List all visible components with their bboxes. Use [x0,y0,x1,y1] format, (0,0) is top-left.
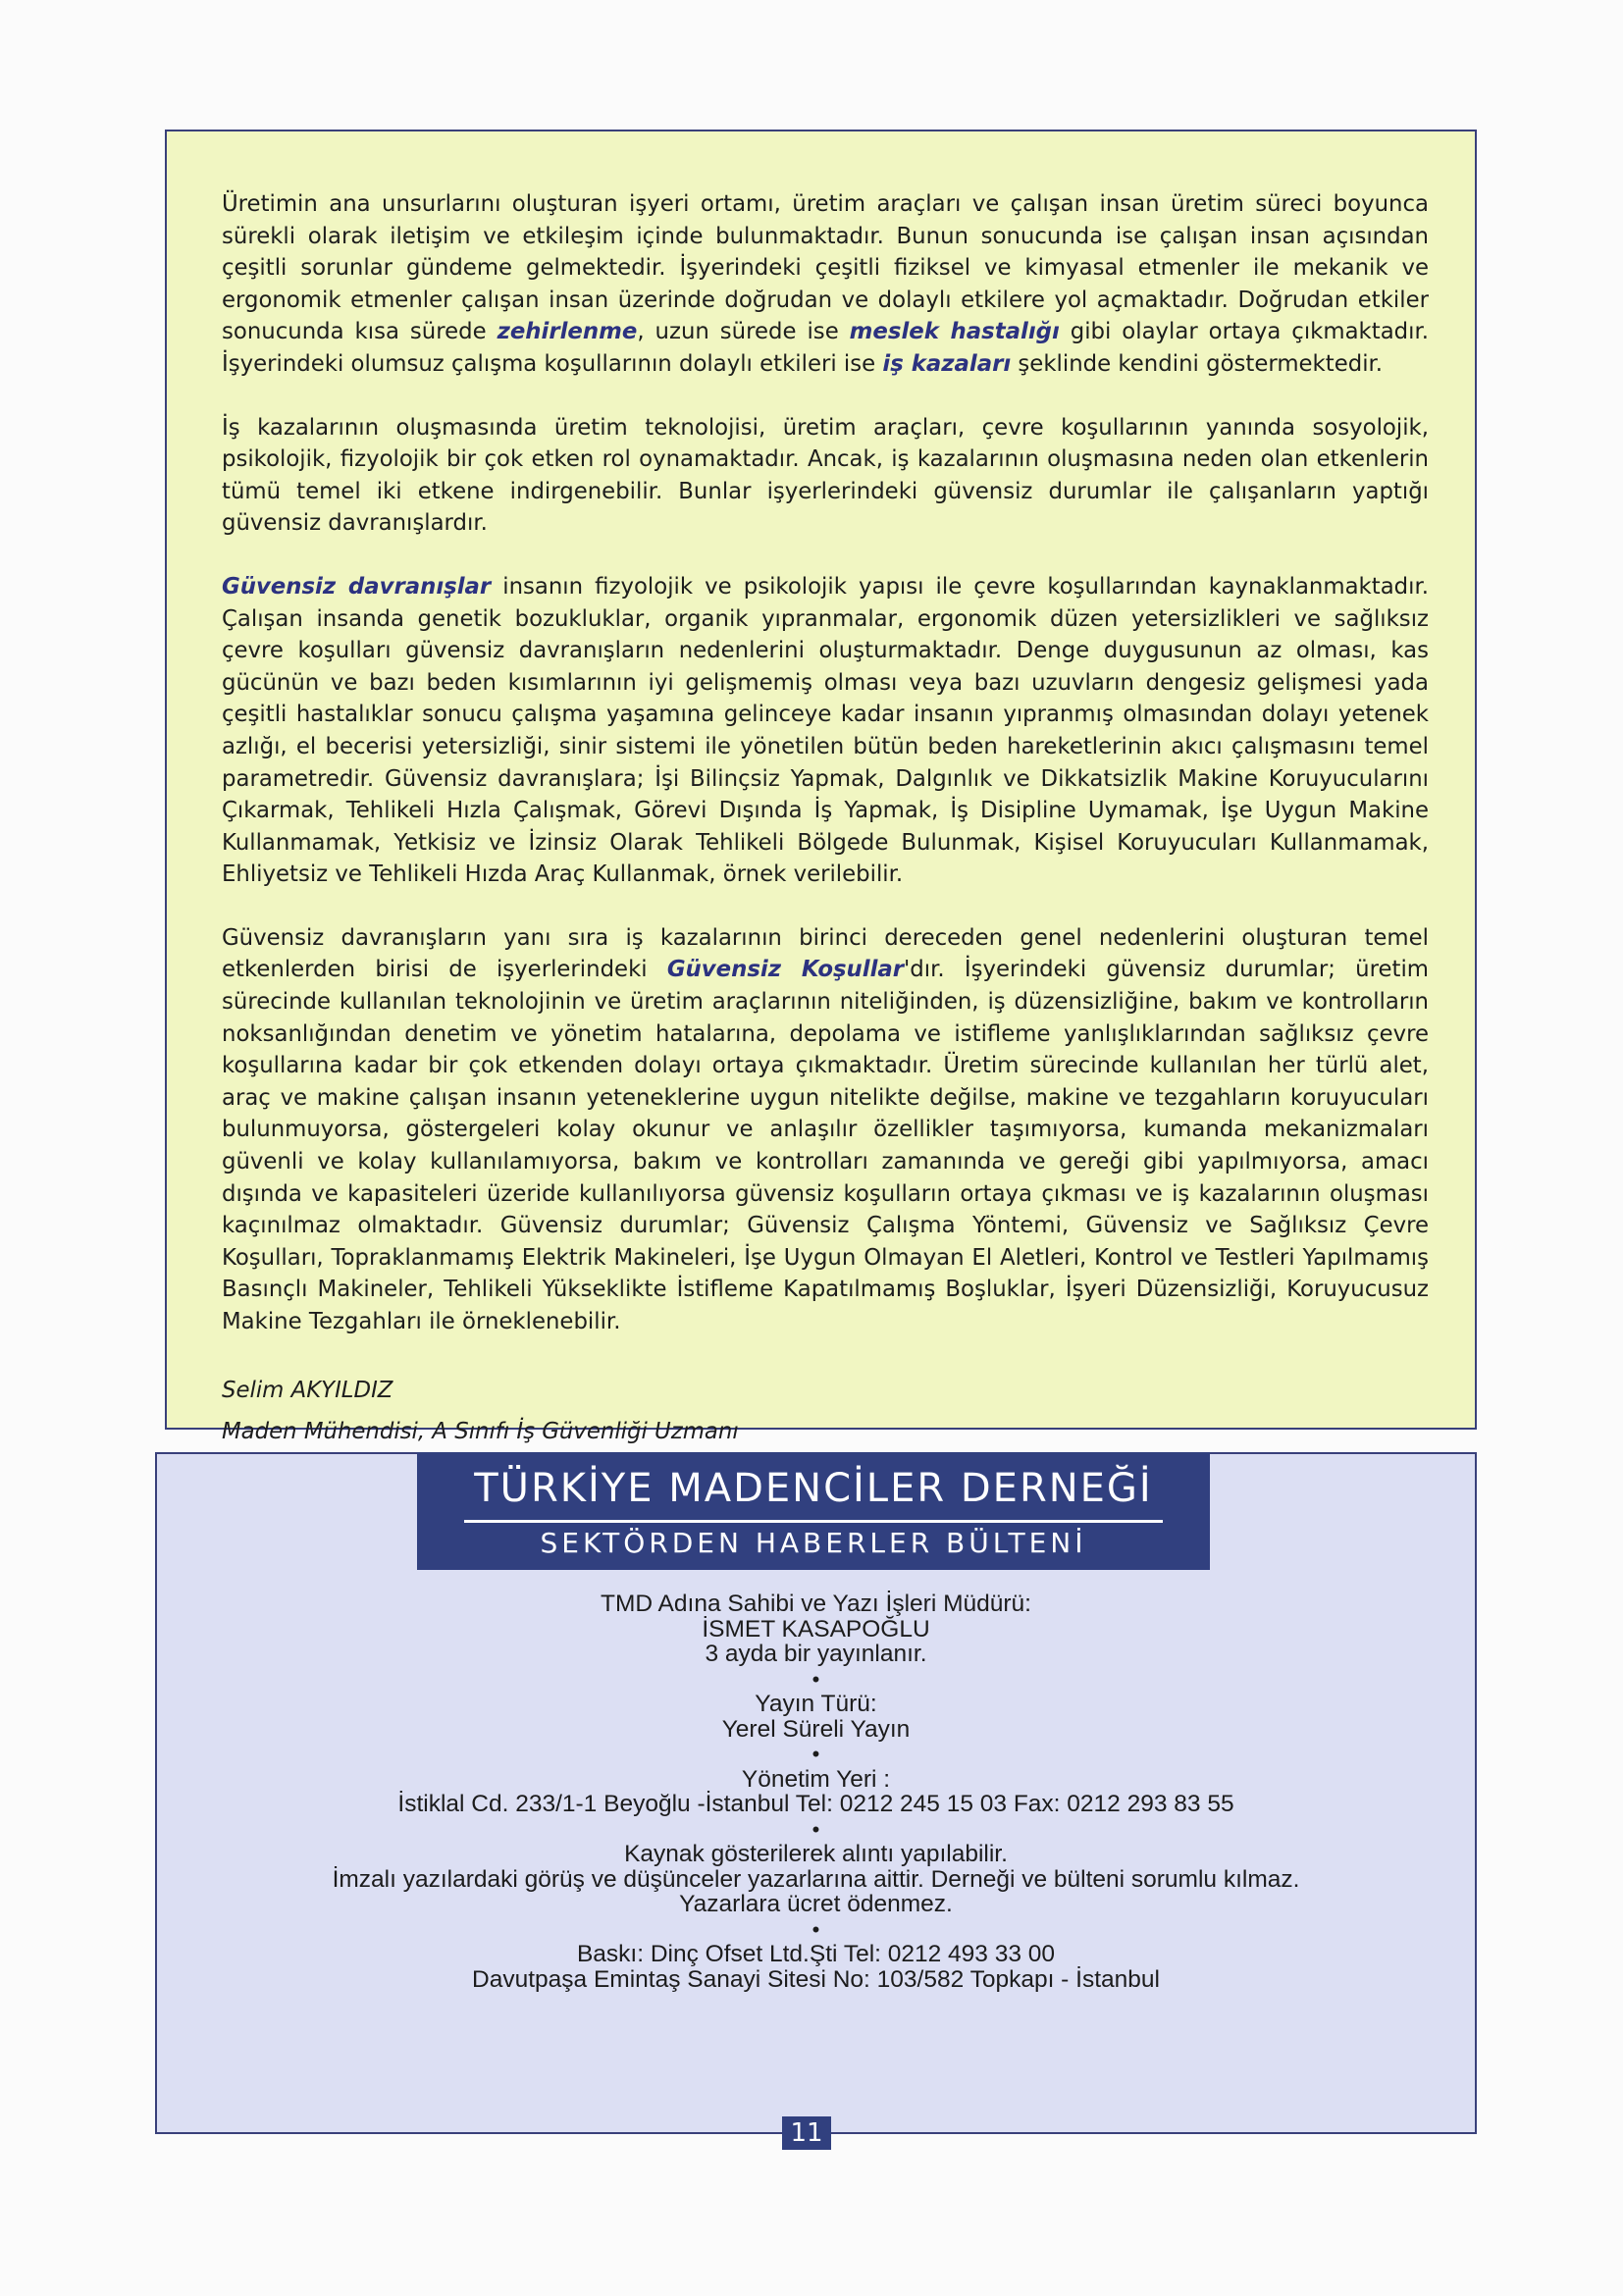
emphasis-is-kazalari: iş kazaları [882,350,1012,377]
printer-address: Davutpaşa Emintaş Sanayi Sitesi No: 103/582 Topkapı - İstanbul [472,1965,1160,1993]
bullet-1: • [812,1666,820,1692]
imprint-box [155,1452,1477,2134]
printer: Baskı: Dinç Ofset Ltd.Şti Tel: 0212 493 33 00 [576,1941,1056,1967]
page-number: 11 [782,2116,831,2150]
masthead-subtitle: SEKTÖRDEN HABERLER BÜLTENİ [540,1527,1087,1559]
masthead-title: TÜRKİYE MADENCİLER DERNEĞİ [474,1466,1153,1511]
emphasis-guvensiz-davranislar: Güvensiz davranışlar [222,573,492,600]
author-title: Maden Mühendisi, A Sınıfı İş Güvenliği Uzmanı [222,1418,739,1444]
frequency: 3 ayda bir yayınlanır. [705,1641,927,1667]
quote-note: Kaynak gösterilerek alıntı yapılabilir. [624,1841,1008,1867]
type-value: Yerel Süreli Yayın [721,1715,911,1743]
opinion-note: İmzalı yazılardaki görüş ve düşünceler yazarlarına aittir. Derneği ve bülteni sorumlu kılmaz. [332,1865,1300,1893]
emphasis-zehirlenme: zehirlenme [497,319,638,345]
type-label: Yayın Türü: [755,1691,877,1717]
fee-note: Yazarlara ücret ödenmez. [679,1891,953,1917]
masthead-divider [464,1520,1163,1523]
office-address: İstiklal Cd. 233/1-1 Beyoğlu -İstanbul Tel: 0212 245 15 03 Fax: 0212 293 83 55 [397,1791,1234,1817]
paragraph-3: Güvensiz davranışlar insanın fizyolojik ve psikolojik yapısı ile çevre koşullarından kaynaklanmaktadır. Çalışan insanda genetik bozukluklar, organik yıpranmalar, ergonomik düzen yetersizlikleri ve sağlıksız çevre koşulları güvensiz davranışların nedenlerini oluşturmaktadır. Denge duygusunun az olması, kas gücünün ve bazı beden kısımlarının iyi gelişmemiş olması veya bazı uzuvların dengesiz gelişmesi yada çeşitli hastalıklar sonucu çalışma yaşamına gelinceye kadar insanın yıpranmış olmasından dolayı yetenek azlığı, el becerisi yetersizliği, sinir sistemi ile yönetilen bütün beden hareketlerinin akıcı çalışmasını temel parametredir. Güvensiz davranışlara; İşi Bilinçsiz Yapmak, Dalgınlık ve Dikkatsizlik Makine Koruyucularını Çıkarmak, Tehlikeli Hızla Çalışmak, Görevi Dışında İş Yapmak, İş Disipline Uymamak, İşe Uygun Makine Kullanmamak, Yetkisiz ve İzinsiz Olarak Tehlikeli Bölgede Bulunmak, Kişisel Koruyucuları Kullanmamak, Ehliyetsiz ve Tehlikeli Hızda Araç Kullanmak, örnek verilebilir. [222,573,1429,888]
paragraph-1: Üretimin ana unsurlarını oluşturan işyeri ortamı, üretim araçları ve çalışan insan üretim süreci boyunca sürekli olarak iletişim ve etkileşim içinde bulunmaktadır. Bunun sonucunda ise çalışan insan açısından çeşitli sorunlar gündeme gelmektedir. İşyerindeki çeşitli fiziksel ve kimyasal etmenler ile mekanik ve ergonomik etmenler çalışan insan üzerinde doğrudan ve dolaylı etkilere yol açmaktadır. Doğrudan etkiler sonucunda kısa sürede zehirlenme, uzun sürede ise meslek hastalığı gibi olaylar ortaya çıkmaktadır. İşyerindeki olumsuz çalışma koşullarının dolaylı etkileri ise iş kazaları şeklinde kendini göstermektedir. [222,191,1429,377]
paragraph-2: İş kazalarının oluşmasında üretim teknolojisi, üretim araçları, çevre koşullarının yanında sosyolojik, psikolojik, fizyolojik bir çok etken rol oynamaktadır. Ancak, iş kazalarının oluşmasına neden olan etkenlerin tümü temel iki etkene indirgenebilir. Bunlar işyerlerindeki güvensiz durumlar ile çalışanların yaptığı güvensiz davranışlardır. [222,414,1429,537]
article-box [165,130,1477,1444]
bullet-4: • [812,1916,820,1942]
owner-name: İSMET KASAPOĞLU [702,1615,930,1643]
imprint-text [157,1592,1475,1992]
article-text [222,188,1429,1452]
author-block [222,1370,1429,1452]
office-label: Yönetim Yeri : [741,1765,891,1793]
emphasis-meslek-hastaligi: meslek hastalığı [849,319,1060,345]
bullet-2: • [812,1742,820,1766]
author-name: Selim AKYILDIZ [222,1377,393,1403]
bullet-3: • [812,1816,820,1842]
paragraph-4: Güvensiz davranışların yanı sıra iş kazalarının birinci dereceden genel nedenlerini oluşturan temel etkenlerden birisi de işyerlerindeki Güvensiz Koşullar'dır. İşyerindeki güvensiz durumlar; üretim sürecinde kullanılan teknolojinin ve üretim araçlarının niteliğinden, iş düzensizliğine, bakım ve kontrolların noksanlığından denetim ve yönetim hatalarına, depolama ve istifleme yanlışlıklarından sağlıksız çevre koşullarına kadar bir çok etkenden dolayı ortaya çıkmaktadır. Üretim sürecinde kullanılan her türlü alet, araç ve makine çalışan insanın yeteneklerine uygun nitelikte değilse, makine ve tezgahların koruyucuları bulunmuyorsa, göstergeleri kolay okunur ve anlaşılır özellikler taşımıyorsa, kumanda mekanizmaları güvenli ve kolay kullanılamıyorsa, bakım ve kontrolları zamanında ve gereği gibi yapılmıyorsa, amacı dışında ve kapasiteleri üzeride kullanılıyorsa güvensiz koşulların ortaya çıkması ve iş kazalarının oluşması kaçınılmaz olmaktadır. Güvensiz durumlar; Güvensiz Çalışma Yöntemi, Güvensiz ve Sağlıksız Çevre Koşulları, Topraklanmamış Elektrik Makineleri, İşe Uygun Olmayan El Aletleri, Kontrol ve Testleri Yapılmamış Basınçlı Makineler, Tehlikeli Yükseklikte İstifleme Kapatılmamış Boşluklar, İşyeri Düzensizliği, Koruyucusuz Makine Tezgahları ile örneklenebilir. [222,924,1429,1334]
owner-label: TMD Adına Sahibi ve Yazı İşleri Müdürü: [601,1591,1031,1617]
masthead [417,1452,1210,1570]
emphasis-guvensiz-kosullar: Güvensiz Koşullar [666,957,905,983]
